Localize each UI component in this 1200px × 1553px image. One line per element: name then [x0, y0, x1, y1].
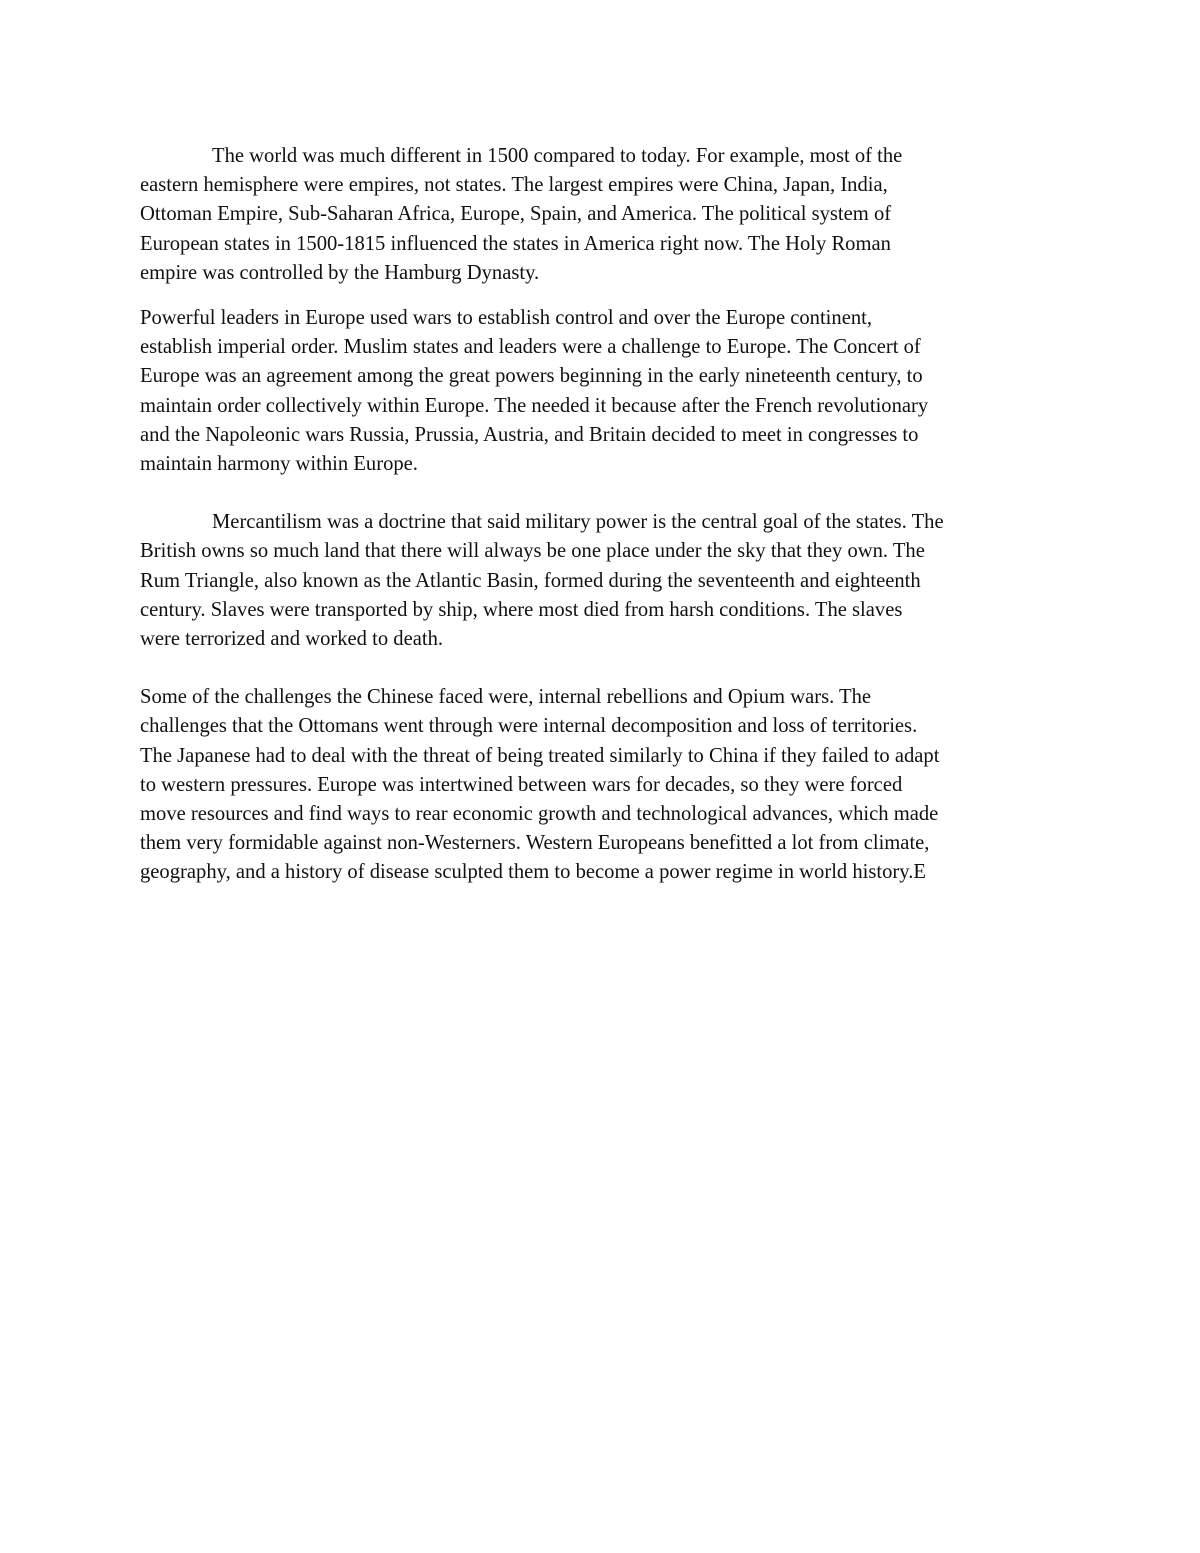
text-line: British owns so much land that there will always be one place under the sky that they own. The [140, 540, 925, 563]
text-line: The world was much different in 1500 compared to today. For example, most of the [212, 145, 903, 167]
paragraph-spacer [140, 654, 1065, 683]
paragraph-1 [140, 142, 1065, 288]
text-line: them very formidable against non-Westerners. Western Europeans benefitted a lot from climate, [140, 832, 930, 855]
document-body [140, 142, 1065, 888]
text-line: Ottoman Empire, Sub-Saharan Africa, Europe, Spain, and America. The political system of [140, 203, 892, 226]
text-line: geography, and a history of disease sculpted them to become a power regime in world history.E [140, 861, 926, 884]
text-line: were terrorized and worked to death. [140, 628, 444, 651]
text-line: to western pressures. Europe was intertwined between wars for decades, so they were forced [140, 773, 903, 796]
text-line: challenges that the Ottomans went through were internal decomposition and loss of territories. [140, 715, 918, 738]
text-line: Rum Triangle, also known as the Atlantic Basin, formed during the seventeenth and eighteenth [140, 569, 921, 592]
paragraph-2 [140, 304, 1065, 479]
paragraph-spacer [140, 479, 1065, 508]
text-line: and the Napoleonic wars Russia, Prussia, Austria, and Britain decided to meet in congresses to [140, 423, 919, 446]
paragraph-spacer [140, 288, 1065, 304]
paragraph-3 [140, 508, 1065, 654]
text-line: empire was controlled by the Hamburg Dynasty. [140, 261, 540, 284]
text-line: Powerful leaders in Europe used wars to establish control and over the Europe continent, [140, 307, 873, 330]
text-line: maintain harmony within Europe. [140, 453, 418, 476]
text-line: Mercantilism was a doctrine that said military power is the central goal of the states. The [212, 511, 944, 534]
text-line: move resources and find ways to rear economic growth and technological advances, which made [140, 803, 939, 826]
text-line: eastern hemisphere were empires, not states. The largest empires were China, Japan, India, [140, 174, 888, 197]
paragraph-4 [140, 683, 1065, 887]
text-line: maintain order collectively within Europe. The needed it because after the French revolutionary [140, 394, 929, 417]
text-line: century. Slaves were transported by ship, where most died from harsh conditions. The slaves [140, 598, 903, 621]
text-line: European states in 1500-1815 influenced the states in America right now. The Holy Roman [140, 232, 891, 255]
text-line: establish imperial order. Muslim states and leaders were a challenge to Europe. The Concert of [140, 336, 921, 359]
text-line: The Japanese had to deal with the threat of being treated similarly to China if they failed to adapt [140, 744, 940, 767]
text-line: Europe was an agreement among the great powers beginning in the early nineteenth century, to [140, 365, 923, 388]
text-line: Some of the challenges the Chinese faced were, internal rebellions and Opium wars. The [140, 686, 872, 709]
